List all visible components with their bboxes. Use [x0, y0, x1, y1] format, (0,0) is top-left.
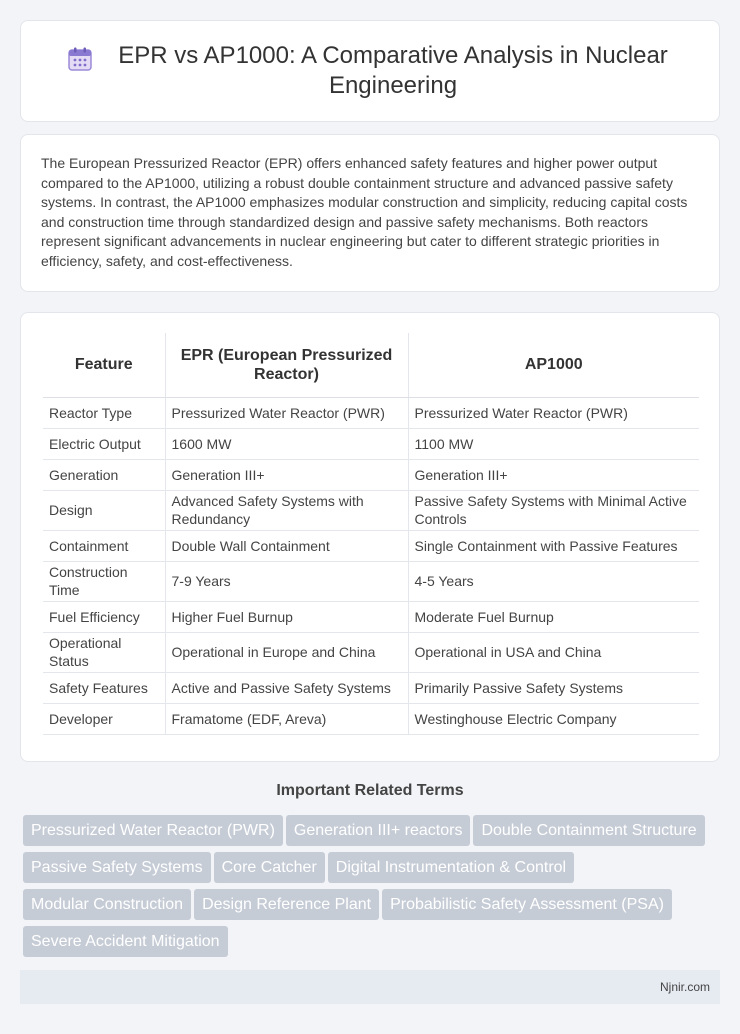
title-card	[20, 20, 720, 122]
row-feature: Developer	[43, 703, 165, 734]
related-terms-title: Important Related Terms	[276, 782, 464, 799]
row-ap1000-value: 4-5 Years	[408, 561, 699, 601]
related-term-tag[interactable]: Passive Safety Systems	[23, 852, 211, 883]
table-row	[43, 490, 699, 530]
table-row	[43, 397, 699, 428]
row-feature: Operational Status	[43, 632, 165, 672]
related-term-tag[interactable]: Core Catcher	[214, 852, 325, 883]
footer	[20, 970, 720, 1004]
row-ap1000-value: Pressurized Water Reactor (PWR)	[408, 397, 699, 428]
intro-card	[20, 134, 720, 292]
table-row	[43, 672, 699, 703]
table-row	[43, 632, 699, 672]
row-feature: Construction Time	[43, 561, 165, 601]
row-ap1000-value: Moderate Fuel Burnup	[408, 601, 699, 632]
row-epr-value: Double Wall Containment	[165, 530, 408, 561]
row-ap1000-value: Single Containment with Passive Features	[408, 530, 699, 561]
row-ap1000-value: Generation III+	[408, 459, 699, 490]
intro-paragraph: The European Pressurized Reactor (EPR) offers enhanced safety features and higher power output compared to the AP1000, utilizing a robust double containment structure and advanced passive safety systems. In contrast, the AP1000 emphasizes modular construction and simplicity, reducing capital costs and construction time through standardized design and passive safety mechanisms. Both reactors represent significant advancements in nuclear engineering but cater to different strategic priorities in efficiency, safety, and cost-effectiveness.	[41, 155, 688, 269]
header-ap1000: AP1000	[408, 333, 699, 397]
row-epr-value: Higher Fuel Burnup	[165, 601, 408, 632]
related-term-tag[interactable]: Probabilistic Safety Assessment (PSA)	[382, 889, 672, 920]
related-term-tag[interactable]: Modular Construction	[23, 889, 191, 920]
table-row	[43, 530, 699, 561]
row-feature: Design	[43, 490, 165, 530]
table-row	[43, 703, 699, 734]
related-terms-list	[23, 815, 723, 963]
row-feature: Reactor Type	[43, 397, 165, 428]
table-row	[43, 561, 699, 601]
row-ap1000-value: Operational in USA and China	[408, 632, 699, 672]
row-ap1000-value: Primarily Passive Safety Systems	[408, 672, 699, 703]
row-epr-value: 7-9 Years	[165, 561, 408, 601]
row-feature: Safety Features	[43, 672, 165, 703]
related-term-tag[interactable]: Severe Accident Mitigation	[23, 926, 228, 957]
row-epr-value: Generation III+	[165, 459, 408, 490]
row-epr-value: Pressurized Water Reactor (PWR)	[165, 397, 408, 428]
related-term-tag[interactable]: Pressurized Water Reactor (PWR)	[23, 815, 283, 846]
row-feature: Electric Output	[43, 428, 165, 459]
row-feature: Generation	[43, 459, 165, 490]
row-epr-value: Operational in Europe and China	[165, 632, 408, 672]
row-ap1000-value: 1100 MW	[408, 428, 699, 459]
calendar-icon	[67, 46, 93, 72]
related-term-tag[interactable]: Generation III+ reactors	[286, 815, 471, 846]
table-row	[43, 601, 699, 632]
related-term-tag[interactable]: Double Containment Structure	[473, 815, 704, 846]
header-feature: Feature	[43, 333, 165, 397]
header-epr: EPR (European Pressurized Reactor)	[165, 333, 408, 397]
related-term-tag[interactable]: Digital Instrumentation & Control	[328, 852, 574, 883]
row-epr-value: 1600 MW	[165, 428, 408, 459]
title-wrap	[67, 41, 673, 101]
footer-site-link[interactable]: Njnir.com	[659, 980, 710, 994]
row-feature: Containment	[43, 530, 165, 561]
table-header-row	[43, 333, 699, 397]
row-epr-value: Advanced Safety Systems with Redundancy	[165, 490, 408, 530]
row-epr-value: Framatome (EDF, Areva)	[165, 703, 408, 734]
row-ap1000-value: Westinghouse Electric Company	[408, 703, 699, 734]
row-feature: Fuel Efficiency	[43, 601, 165, 632]
page-title: EPR vs AP1000: A Comparative Analysis in Nuclear Engineering	[118, 42, 668, 99]
table-row	[43, 459, 699, 490]
table-row	[43, 428, 699, 459]
row-ap1000-value: Passive Safety Systems with Minimal Active Controls	[408, 490, 699, 530]
comparison-table	[43, 333, 699, 735]
comparison-table-card	[20, 312, 720, 762]
related-term-tag[interactable]: Design Reference Plant	[194, 889, 379, 920]
row-epr-value: Active and Passive Safety Systems	[165, 672, 408, 703]
